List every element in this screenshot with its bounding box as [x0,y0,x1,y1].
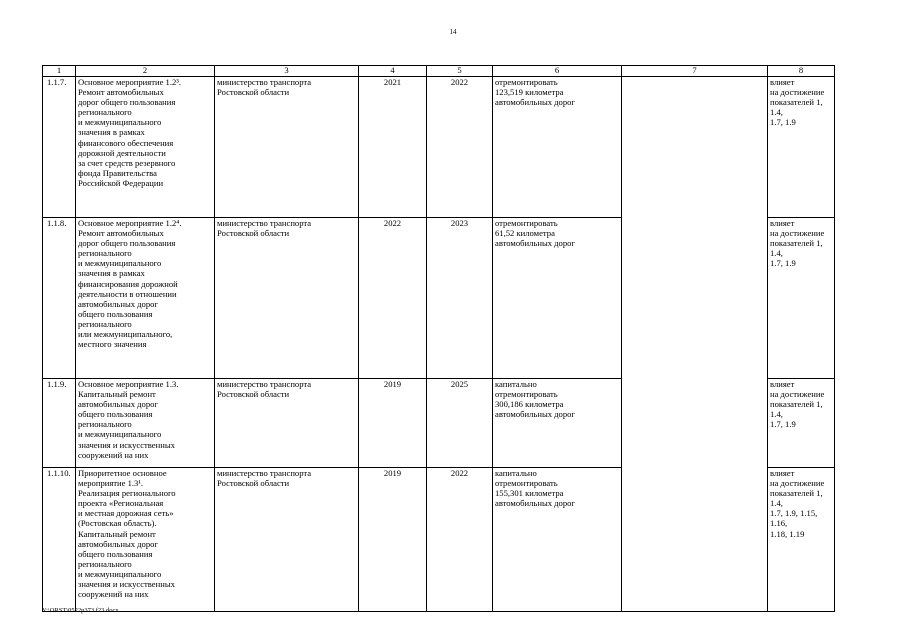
row-number: 1.1.10. [43,468,76,612]
expected-result: капитально отремонтировать 155,301 километра автомобильных дорог [493,468,622,612]
column-header: 5 [427,66,493,77]
end-year: 2022 [427,468,493,612]
indicator-link: влияет на достижение показателей 1, 1.4, 1.7, 1.9 [768,77,835,218]
column-numbers-row [43,66,835,77]
start-year: 2019 [359,379,427,468]
expected-result: отремонтировать 61,52 километра автомобильных дорог [493,218,622,379]
table-row [43,77,835,218]
executor: министерство транспорта Ростовской области [215,218,359,379]
indicator-link: влияет на достижение показателей 1, 1.4, 1.7, 1.9 [768,379,835,468]
column-header: 1 [43,66,76,77]
start-year: 2019 [359,468,427,612]
column-header: 4 [359,66,427,77]
measure-name: Приоритетное основное мероприятие 1.3¹. Реализация регионального проекта «Региональная и местная дорожная сеть» (Ростовская область). Капитальный ремонт автомобильных дорог общего пользования регионального и межмуниципального значения и искусственных сооружений на них [76,468,215,612]
measure-name: Основное мероприятие 1.2⁴. Ремонт автомобильных дорог общего пользования регионального и межмуниципального значения в рамках финансирования дорожной деятельности в отношении автомобильных дорог общего пользования регионального или межмуниципального, местного значения [76,218,215,379]
executor: министерство транспорта Ростовской области [215,77,359,218]
row-number: 1.1.7. [43,77,76,218]
executor: министерство транспорта Ростовской области [215,468,359,612]
executor: министерство транспорта Ростовской области [215,379,359,468]
file-path-footer: Y:\ORST\0522p373.f23.docx [42,607,119,614]
page-number: 14 [449,28,457,36]
row-number: 1.1.8. [43,218,76,379]
start-year: 2022 [359,218,427,379]
column-header: 6 [493,66,622,77]
column-header: 3 [215,66,359,77]
start-year: 2021 [359,77,427,218]
row-number: 1.1.9. [43,379,76,468]
column-header: 2 [76,66,215,77]
measure-name: Основное мероприятие 1.3. Капитальный ремонт автомобильных дорог общего пользования регионального и межмуниципального значения и искусственных сооружений на них [76,379,215,468]
measure-name: Основное мероприятие 1.2³. Ремонт автомобильных дорог общего пользования регионального и межмуниципального значения в рамках финансового обеспечения дорожной деятельности за счет средств резервного фонда Правительства Российской Федерации [76,77,215,218]
end-year: 2023 [427,218,493,379]
indicator-link: влияет на достижение показателей 1, 1.4, 1.7, 1.9 [768,218,835,379]
measures-table [42,65,835,612]
column-header: 8 [768,66,835,77]
column-7-cell [622,77,768,612]
indicator-link: влияет на достижение показателей 1, 1.4, 1.7, 1.9, 1.15, 1.16, 1.18, 1.19 [768,468,835,612]
end-year: 2025 [427,379,493,468]
end-year: 2022 [427,77,493,218]
column-header: 7 [622,66,768,77]
expected-result: капитально отремонтировать 300,186 километра автомобильных дорог [493,379,622,468]
expected-result: отремонтировать 123,519 километра автомобильных дорог [493,77,622,218]
